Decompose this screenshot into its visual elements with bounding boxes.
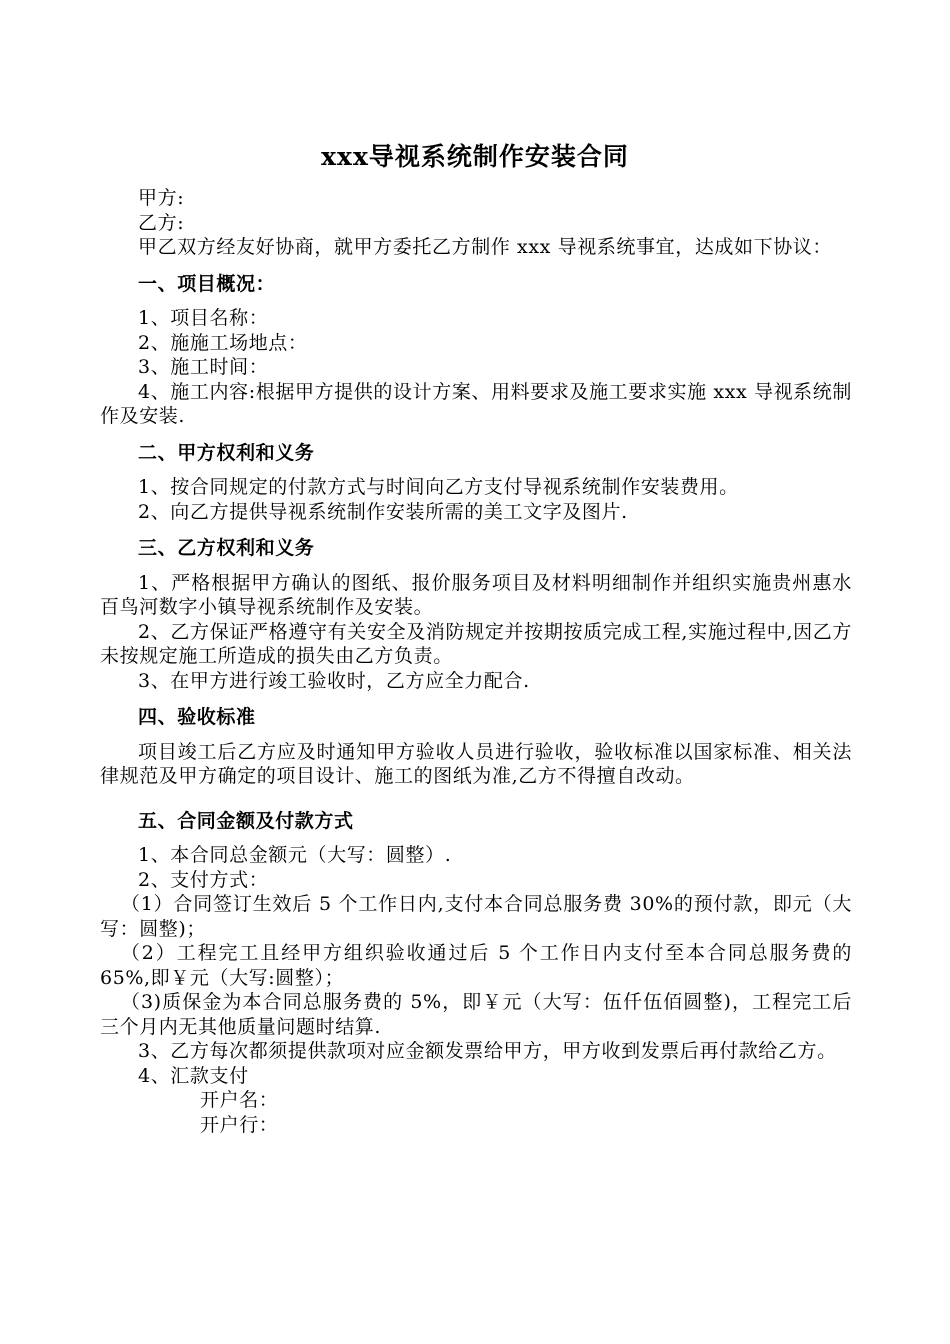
document-body xyxy=(100,186,852,1137)
section-2-heading: 二、甲方权利和义务 xyxy=(138,441,315,464)
account-bank-line: 开户行： xyxy=(200,1113,279,1136)
account-name-line: 开户名： xyxy=(200,1089,279,1111)
section-5-item: 3、乙方每次都须提供款项对应金额发票给甲方，甲方收到发票后再付款给乙方。 xyxy=(138,1040,837,1062)
section-3-item: 1、严格根据甲方确认的图纸、报价服务项目及材料明细制作并组织实施贵州惠水百鸟河数字小镇导视系统制作及安装。 xyxy=(100,571,852,618)
section-4-heading: 四、验收标准 xyxy=(138,706,256,728)
section-1-item: 1、项目名称： xyxy=(138,307,269,329)
section-2-item: 2、向乙方提供导视系统制作安装所需的美工文字及图片. xyxy=(138,500,628,523)
section-1-item: 3、施工时间： xyxy=(138,356,269,378)
section-5-item: 1、本合同总金额元（大写：圆整）. xyxy=(138,844,452,866)
section-3-item: 2、乙方保证严格遵守有关安全及消防规定并按期按质完成工程,实施过程中,因乙方未按规定施工所造成的损失由乙方负责。 xyxy=(100,620,852,667)
section-3-item: 3、在甲方进行竣工验收时，乙方应全力配合. xyxy=(138,669,530,692)
section-3-heading: 三、乙方权利和义务 xyxy=(138,537,315,559)
section-5-heading: 五、合同金额及付款方式 xyxy=(138,809,354,832)
payment-step: （3)质保金为本合同总服务费的 5%，即￥元（大写：伍仟伍佰圆整)，工程完工后三个月内无其他质量问题时结算. xyxy=(100,991,852,1038)
party-b-line: 乙方: xyxy=(138,211,185,234)
payment-step: （2）工程完工且经甲方组织验收通过后 5 个工作日内支付至本合同总服务费的 65%,即￥元（大写:圆整）； xyxy=(100,942,852,989)
document-title: xxx导视系统制作安装合同 xyxy=(321,142,629,171)
section-1-heading: 一、项目概况： xyxy=(138,272,276,295)
section-1-item: 2、施施工场地点： xyxy=(138,331,308,354)
section-2-item: 1、按合同规定的付款方式与时间向乙方支付导视系统制作安装费用。 xyxy=(138,476,739,498)
preamble: 甲乙双方经友好协商，就甲方委托乙方制作 xxx 导视系统事宜，达成如下协议： xyxy=(138,236,833,258)
section-5-item: 2、支付方式： xyxy=(138,868,269,891)
payment-step: （1）合同签订生效后 5 个工作日内,支付本合同总服务费 30%的预付款，即元（大写：圆整)； xyxy=(100,893,852,940)
section-1-item: 4、施工内容:根据甲方提供的设计方案、用料要求及施工要求实施 xxx 导视系统制作及安装. xyxy=(100,380,852,427)
party-a-line: 甲方: xyxy=(138,187,185,209)
section-5-item: 4、汇款支付 xyxy=(138,1064,249,1087)
section-4-text: 项目竣工后乙方应及时通知甲方验收人员进行验收，验收标准以国家标准、相关法律规范及甲方确定的项目设计、施工的图纸为准,乙方不得擅自改动。 xyxy=(100,740,852,787)
